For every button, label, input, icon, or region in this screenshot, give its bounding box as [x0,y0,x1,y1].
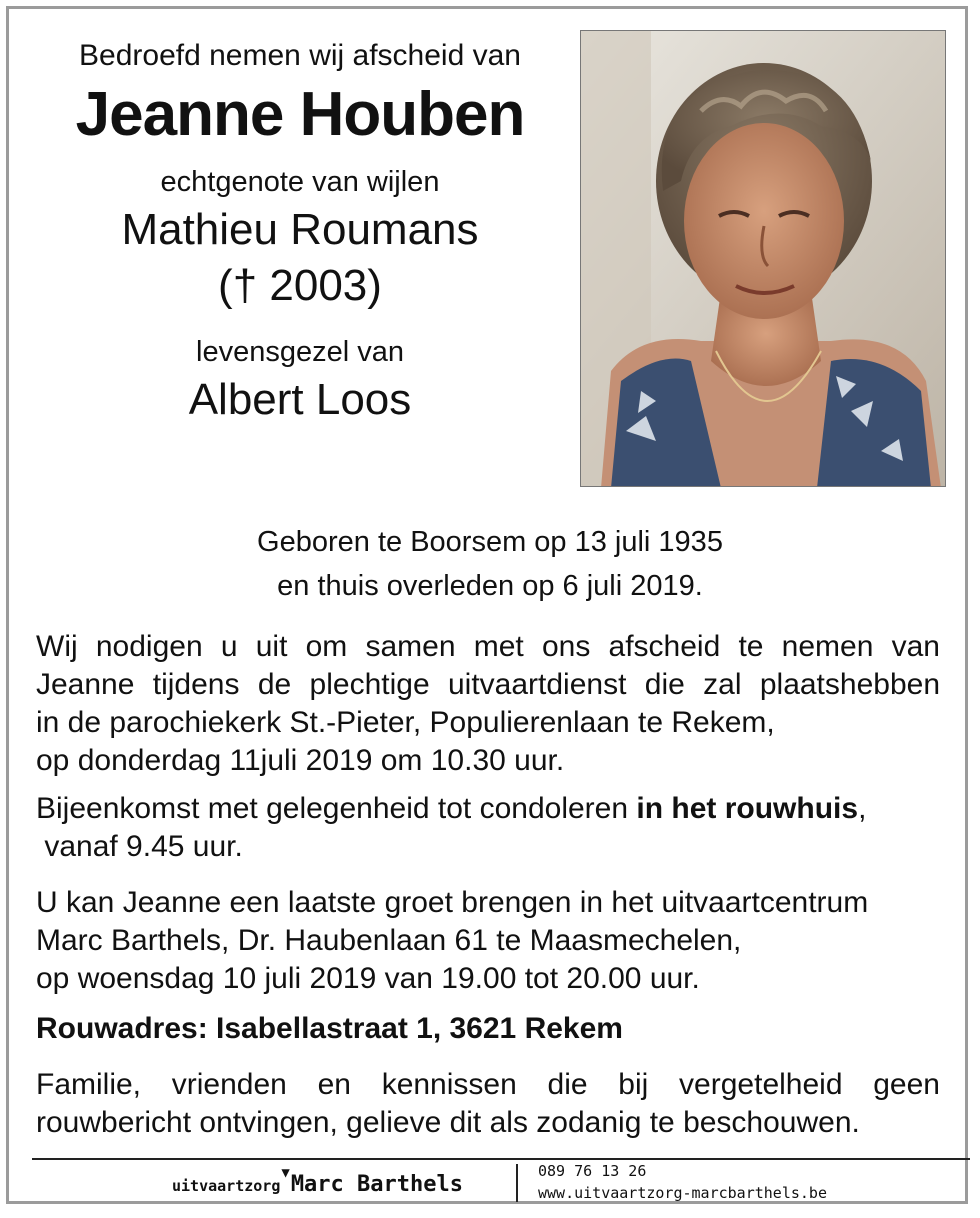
notice-heading [30,36,570,428]
gathering-paragraph [36,790,940,866]
gathering-text: Bijeenkomst met gelegenheid tot condoleren [36,792,637,825]
service-paragraph [36,628,940,780]
spouse-death-year: († 2003) [218,261,382,310]
logo-triangle-icon: ▼ [281,1165,290,1181]
death-line: en thuis overleden op 6 juli 2019. [277,570,703,602]
portrait-photo [580,30,946,487]
logo-brand-name: Marc Barthels [290,1172,463,1197]
deceased-name: Jeanne Houben [75,80,525,149]
portrait-illustration [581,31,946,487]
mourning-address: Rouwadres: Isabellastraat 1, 3621 Rekem [36,1012,623,1045]
closing-paragraph [36,1066,940,1142]
service-line: Wij nodigen u uit om samen met ons afscheid te nemen van [36,630,940,663]
gathering-time: vanaf 9.45 uur. [36,830,243,863]
closing-line: Familie, vrienden en kennissen die bij vergetelheid geen [36,1068,940,1101]
visit-line: Marc Barthels, Dr. Haubenlaan 61 te Maasmechelen, [36,924,742,957]
service-line: Jeanne tijdens de plechtige uitvaartdienst die zal plaatshebben [36,668,940,701]
partner-name: Albert Loos [188,375,412,424]
closing-line: rouwbericht ontvingen, gelieve dit als zodanig te beschouwen. [36,1106,860,1139]
intro-text: Bedroefd nemen wij afscheid van [79,39,521,72]
service-line: in de parochiekerk St.-Pieter, Populierenlaan te Rekem, [36,706,775,739]
visit-line: U kan Jeanne een laatste groet brengen in het uitvaartcentrum [36,886,869,919]
funeral-home-logo [172,1165,463,1206]
partner-relation: levensgezel van [196,336,404,368]
funeral-home-contact [538,1160,827,1204]
visit-line: op woensdag 10 juli 2019 van 19.00 tot 20.00 uur. [36,962,700,995]
logo-small-text: uitvaartzorg [172,1177,281,1195]
gathering-comma: , [858,792,867,825]
life-dates [40,520,940,608]
gathering-location: in het rouwhuis [636,792,859,825]
website-link[interactable]: www.uitvaartzorg-marcbarthels.be [538,1184,827,1202]
service-line: op donderdag 11juli 2019 om 10.30 uur. [36,744,565,777]
footer-divider [32,1158,970,1160]
footer-separator [516,1164,518,1202]
birth-line: Geboren te Boorsem op 13 juli 1935 [257,526,723,558]
spouse-relation: echtgenote van wijlen [160,166,440,198]
visit-paragraph [36,884,940,998]
gathering-line [36,790,940,828]
spouse-name: Mathieu Roumans [121,205,479,254]
phone-number: 089 76 13 26 [538,1162,647,1180]
